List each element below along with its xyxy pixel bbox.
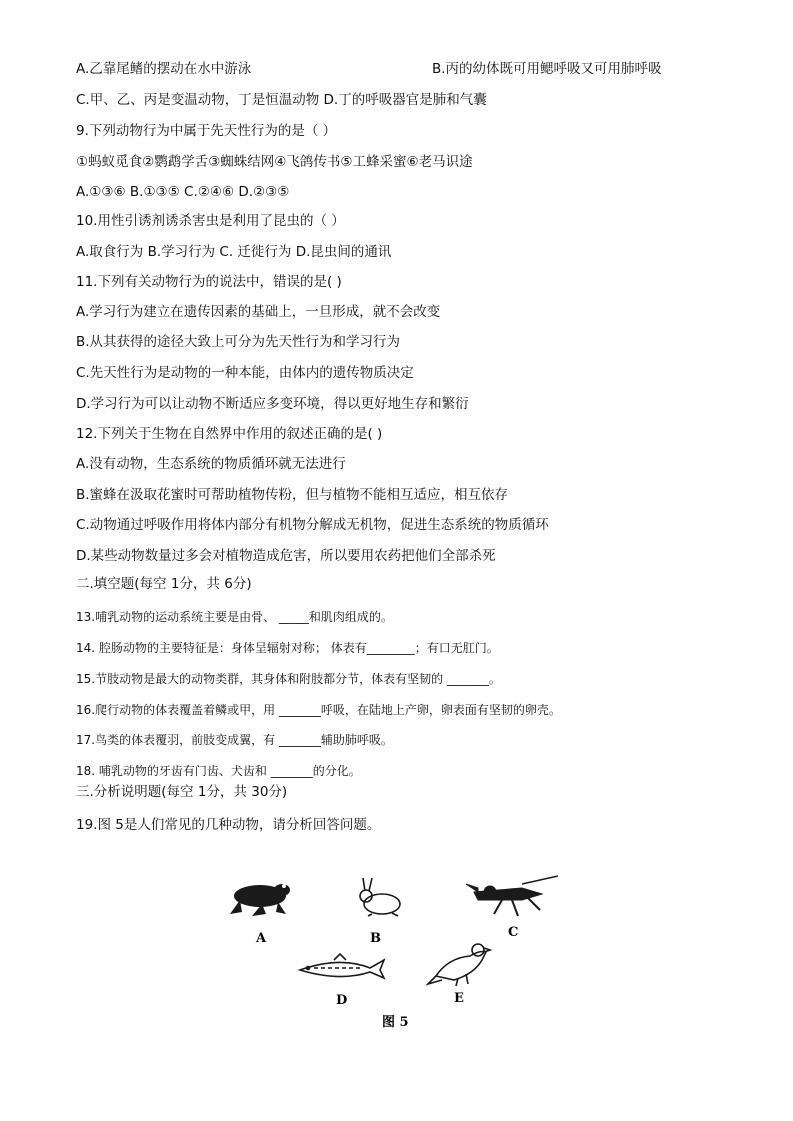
section3-heading: 三.分析说明题(每空 1分，共 30分) bbox=[76, 784, 288, 800]
q18: 18. 哺乳动物的牙齿有门齿、犬齿和 _______的分化。 bbox=[76, 764, 361, 778]
q10-options: A.取食行为 B.学习行为 C. 迁徙行为 D.昆虫间的通讯 bbox=[76, 244, 392, 260]
q8-options-cd: C.甲、乙、丙是变温动物，丁是恒温动物 D.丁的呼吸器官是肺和气囊 bbox=[76, 92, 487, 108]
q12-option-d: D.某些动物数量过多会对植物造成危害，所以要用农药把他们全部杀死 bbox=[76, 548, 496, 564]
q19: 19.图 5是人们常见的几种动物，请分析回答问题。 bbox=[76, 817, 381, 833]
q8-option-a-text: A.乙靠尾鳍的摆动在水中游泳 bbox=[76, 61, 252, 77]
q11-option-c: C.先天性行为是动物的一种本能，由体内的遗传物质决定 bbox=[76, 365, 414, 381]
figure-caption: 图 5 bbox=[382, 1015, 409, 1030]
frog-image bbox=[230, 884, 290, 916]
q15: 15.节肢动物是最大的动物类群，其身体和附肢都分节，体表有坚韧的 _______。 bbox=[76, 672, 501, 686]
figure-label-d: D bbox=[336, 993, 348, 1008]
q10-stem: 10.用性引诱剂诱杀害虫是利用了昆虫的（ ） bbox=[76, 213, 345, 229]
q11-option-b: B.从其获得的途径大致上可分为先天性行为和学习行为 bbox=[76, 334, 401, 350]
q8-option-b: B.丙的幼体既可用鳃呼吸又可用肺呼吸 bbox=[432, 61, 662, 77]
rabbit-image bbox=[360, 878, 400, 916]
fish-image bbox=[300, 954, 384, 978]
q11-option-a: A.学习行为建立在遗传因素的基础上，一旦形成，就不会改变 bbox=[76, 304, 441, 320]
q9-items: ①蚂蚁觅食②鹦鹉学舌③蜘蛛结网④飞鸽传书⑤工蜂采蜜⑥老马识途 bbox=[76, 154, 473, 170]
figure-label-b: B bbox=[370, 931, 381, 946]
q12-stem: 12.下列关于生物在自然界中作用的叙述正确的是( ) bbox=[76, 426, 383, 442]
q13: 13.哺乳动物的运动系统主要是由骨、 _____和肌肉组成的。 bbox=[76, 610, 393, 624]
q14: 14. 腔肠动物的主要特征是：身体呈辐射对称； 体表有________；有口无肛门。 bbox=[76, 641, 499, 655]
q17: 17.鸟类的体表覆羽，前肢变成翼，有 _______辅助肺呼吸。 bbox=[76, 733, 393, 747]
q9-options: A.①③⑥ B.①③⑤ C.②④⑥ D.②③⑤ bbox=[76, 184, 290, 200]
q16: 16.爬行动物的体表覆盖着鳞或甲，用 _______呼吸，在陆地上产卵，卵表面有坚韧的卵壳。 bbox=[76, 703, 561, 717]
figure-5 bbox=[222, 870, 582, 1040]
q12-option-c: C.动物通过呼吸作用将体内部分有机物分解成无机物，促进生态系统的物质循环 bbox=[76, 517, 549, 533]
figure-label-e: E bbox=[454, 991, 464, 1006]
q12-option-a: A.没有动物，生态系统的物质循环就无法进行 bbox=[76, 456, 346, 472]
q8-option-a bbox=[76, 60, 662, 78]
figure-label-c: C bbox=[508, 925, 519, 940]
q12-option-b: B.蜜蜂在汲取花蜜时可帮助植物传粉，但与植物不能相互适应，相互依存 bbox=[76, 487, 509, 503]
q11-option-d: D.学习行为可以让动物不断适应多变环境，得以更好地生存和繁衍 bbox=[76, 396, 469, 412]
pigeon-image bbox=[428, 944, 490, 986]
insect-image bbox=[466, 876, 558, 916]
figure-label-a: A bbox=[256, 931, 267, 946]
q9-stem: 9.下列动物行为中属于先天性行为的是（ ） bbox=[76, 123, 337, 139]
section2-heading: 二.填空题(每空 1分，共 6分) bbox=[76, 576, 252, 592]
q11-stem: 11.下列有关动物行为的说法中，错误的是( ) bbox=[76, 274, 342, 290]
